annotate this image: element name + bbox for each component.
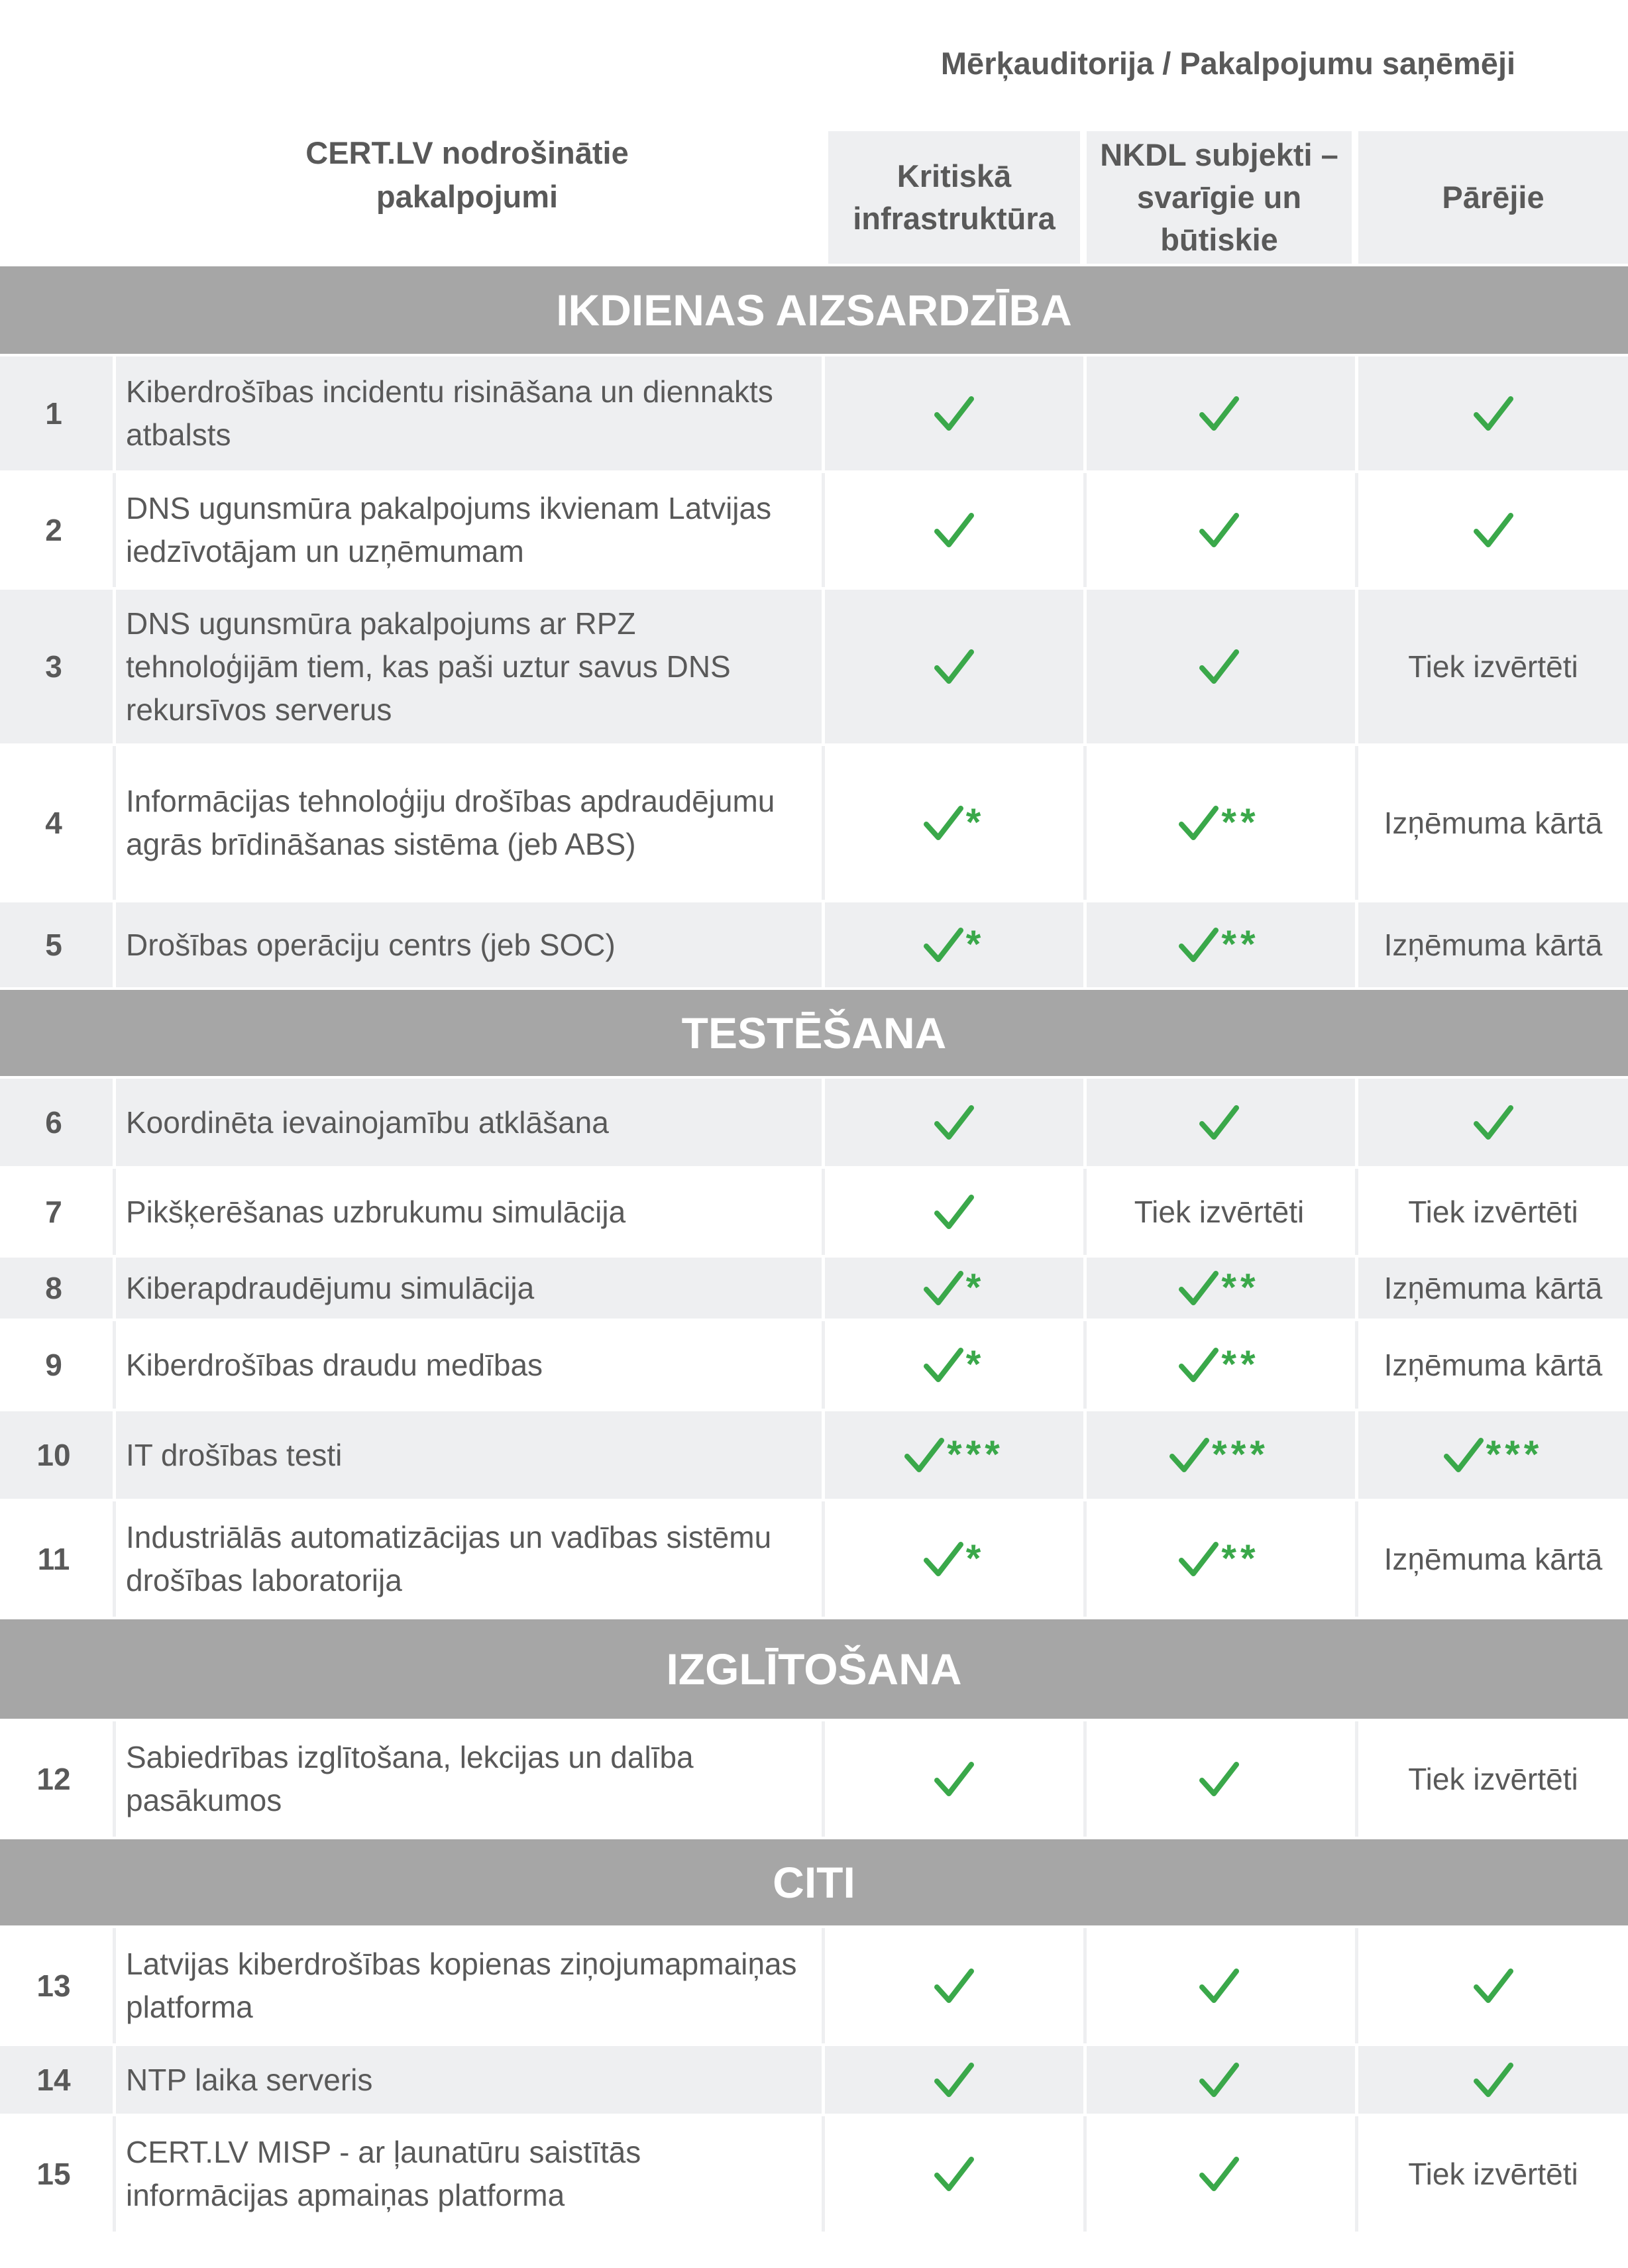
availability-cell <box>1358 1411 1628 1499</box>
availability-text: Tiek izvērtēti <box>1134 1195 1305 1229</box>
check-icon <box>924 1346 963 1383</box>
table-row <box>0 1258 1628 1319</box>
check-icon <box>1199 1967 1239 2004</box>
availability-cell <box>1087 590 1352 743</box>
availability-cell <box>1358 1721 1628 1837</box>
check-icon <box>924 804 963 841</box>
column-divider <box>822 1321 825 1409</box>
availability-cell <box>1087 1928 1352 2043</box>
footnote-marker: * <box>965 1266 985 1309</box>
table-row <box>0 902 1628 987</box>
availability-cell <box>1358 1321 1628 1409</box>
availability-cell <box>828 1501 1080 1617</box>
column-divider <box>822 1258 825 1319</box>
check-icon <box>1199 1104 1239 1141</box>
service-name: Latvijas kiberdrošības kopienas ziņojumapmaiņas platforma <box>126 1947 797 2024</box>
table-row <box>0 2116 1628 2232</box>
column-header-others <box>1358 131 1628 264</box>
availability-cell <box>1087 902 1352 987</box>
service-name: DNS ugunsmūra pakalpojums ar RPZ tehnoloģijām tiem, kas paši uztur savus DNS rekursīvos serverus <box>126 606 731 727</box>
availability-cell <box>1087 1079 1352 1166</box>
footnote-marker: ** <box>1221 923 1260 966</box>
check-icon <box>924 1540 963 1578</box>
service-name: IT drošības testi <box>126 1437 343 1472</box>
footnote-marker: *** <box>1212 1433 1269 1476</box>
row-number: 4 <box>45 806 62 840</box>
availability-cell <box>828 902 1080 987</box>
availability-cell <box>1358 473 1628 587</box>
check-icon <box>1199 395 1239 432</box>
availability-cell <box>1087 1321 1352 1409</box>
row-number: 6 <box>45 1105 62 1140</box>
availability-cell <box>1358 1501 1628 1617</box>
services-title-line2: pakalpojumi <box>376 179 559 214</box>
check-icon <box>1199 512 1239 549</box>
availability-cell <box>1358 1079 1628 1166</box>
check-icon <box>934 395 974 432</box>
check-icon <box>1199 648 1239 685</box>
column-divider <box>822 1928 825 2043</box>
availability-cell <box>1358 356 1628 470</box>
table-row <box>0 1721 1628 1837</box>
col2-line3: būtiskie <box>1160 222 1278 257</box>
check-icon <box>1199 2155 1239 2192</box>
check-icon <box>904 1436 944 1474</box>
availability-cell <box>1358 1258 1628 1319</box>
check-icon <box>1474 2061 1513 2098</box>
row-number: 11 <box>37 1542 70 1576</box>
row-number: 8 <box>45 1271 62 1305</box>
availability-cell <box>828 2116 1080 2232</box>
check-icon <box>1444 1436 1484 1474</box>
check-icon <box>934 512 974 549</box>
row-number: 10 <box>36 1438 71 1472</box>
check-icon <box>1179 804 1219 841</box>
availability-cell <box>1087 1411 1352 1499</box>
section-header-testing: TESTĒŠANA <box>0 990 1628 1076</box>
row-number: 7 <box>45 1195 62 1229</box>
column-divider <box>822 1169 825 1255</box>
column-divider <box>113 2116 116 2232</box>
availability-cell <box>1358 2116 1628 2232</box>
availability-cell <box>1087 2046 1352 2114</box>
availability-cell <box>1087 1501 1352 1617</box>
footnote-marker: ** <box>1221 1537 1260 1580</box>
column-divider <box>113 1258 116 1319</box>
table-row <box>0 1169 1628 1255</box>
availability-cell <box>1358 902 1628 987</box>
footnote-marker: ** <box>1221 1343 1260 1386</box>
column-divider <box>822 1411 825 1499</box>
check-icon <box>934 2061 974 2098</box>
service-name: Koordinēta ievainojamību atklāšana <box>126 1105 609 1140</box>
column-header-critical-infrastructure <box>828 131 1080 264</box>
check-icon <box>1199 1760 1239 1798</box>
check-icon <box>1179 1540 1219 1578</box>
footnote-marker: ** <box>1221 801 1260 844</box>
check-icon <box>934 2155 974 2192</box>
column-divider <box>822 2046 825 2114</box>
check-icon <box>924 1269 963 1307</box>
services-column-title <box>258 131 676 219</box>
availability-cell <box>1087 1258 1352 1319</box>
column-divider <box>113 473 116 587</box>
service-name: Sabiedrības izglītošana, lekcijas un dalība pasākumos <box>126 1740 694 1817</box>
table-row <box>0 746 1628 900</box>
table-row <box>0 1321 1628 1409</box>
col1-line1: Kritiskā <box>896 158 1012 193</box>
availability-text: Tiek izvērtēti <box>1408 649 1578 684</box>
availability-cell <box>828 1321 1080 1409</box>
service-name: DNS ugunsmūra pakalpojums ikvienam Latvijas iedzīvotājam un uzņēmumam <box>126 491 772 568</box>
row-number: 15 <box>36 2157 71 2191</box>
column-divider <box>113 2046 116 2114</box>
availability-cell <box>1358 590 1628 743</box>
check-icon <box>1474 395 1513 432</box>
service-name: Drošības operāciju centrs (jeb SOC) <box>126 927 616 962</box>
service-name: Kiberdrošības draudu medības <box>126 1347 543 1382</box>
availability-cell <box>828 356 1080 470</box>
availability-cell <box>828 1928 1080 2043</box>
column-divider <box>822 590 825 743</box>
availability-cell <box>1087 473 1352 587</box>
column-divider <box>822 1079 825 1166</box>
availability-text: Tiek izvērtēti <box>1408 1762 1578 1796</box>
column-divider <box>113 1411 116 1499</box>
service-name: Industriālās automatizācijas un vadības sistēmu drošības laboratorija <box>126 1520 772 1597</box>
check-icon <box>934 648 974 685</box>
footnote-marker: * <box>965 1537 985 1580</box>
col2-line2: svarīgie un <box>1136 180 1302 215</box>
column-divider <box>113 746 116 900</box>
footnote-marker: *** <box>1486 1433 1543 1476</box>
check-icon <box>1199 2061 1239 2098</box>
column-divider <box>822 1721 825 1837</box>
footnote-marker: * <box>965 1343 985 1386</box>
availability-cell <box>1087 1721 1352 1837</box>
table-row <box>0 1411 1628 1499</box>
row-number: 2 <box>45 513 62 547</box>
table-row <box>0 473 1628 587</box>
column-divider <box>822 473 825 587</box>
table-row <box>0 2046 1628 2114</box>
service-name: CERT.LV MISP - ar ļaunatūru saistītās informācijas apmaiņas platforma <box>126 2135 641 2212</box>
availability-text: Izņēmuma kārtā <box>1384 928 1603 962</box>
availability-text: Izņēmuma kārtā <box>1384 1542 1603 1576</box>
col1-line2: infrastruktūra <box>853 201 1056 236</box>
availability-cell <box>828 590 1080 743</box>
footnote-marker: *** <box>947 1433 1004 1476</box>
availability-text: Izņēmuma kārtā <box>1384 806 1603 840</box>
availability-cell <box>1358 1169 1628 1255</box>
service-name: Informācijas tehnoloģiju drošības apdraudējumu agrās brīdināšanas sistēma (jeb ABS) <box>126 784 775 861</box>
availability-cell <box>828 1258 1080 1319</box>
availability-cell <box>828 746 1080 900</box>
check-icon <box>1179 1346 1219 1383</box>
availability-cell <box>1087 746 1352 900</box>
check-icon <box>1179 1269 1219 1307</box>
check-icon <box>1474 1967 1513 2004</box>
availability-cell <box>828 1721 1080 1837</box>
column-divider <box>822 2116 825 2232</box>
availability-cell <box>1358 746 1628 900</box>
availability-cell <box>828 1079 1080 1166</box>
availability-text: Izņēmuma kārtā <box>1384 1271 1603 1305</box>
footnote-marker: * <box>965 923 985 966</box>
column-divider <box>113 1169 116 1255</box>
availability-cell <box>828 1169 1080 1255</box>
column-divider <box>113 1928 116 2043</box>
col2-line1: NKDL subjekti – <box>1100 137 1338 172</box>
service-name: NTP laika serveris <box>126 2062 373 2097</box>
services-title-line1: CERT.LV nodrošinātie <box>305 135 629 170</box>
row-number: 9 <box>45 1348 62 1382</box>
availability-cell <box>828 2046 1080 2114</box>
table-row <box>0 1928 1628 2043</box>
availability-cell <box>1087 356 1352 470</box>
check-icon <box>934 1193 974 1230</box>
service-name: Kiberapdraudējumu simulācija <box>126 1270 535 1305</box>
column-divider <box>113 1721 116 1837</box>
availability-cell <box>1358 1928 1628 2043</box>
row-number: 13 <box>36 1969 71 2003</box>
section-header-other: CITI <box>0 1839 1628 1925</box>
column-divider <box>113 1321 116 1409</box>
audience-title: Mērķauditorija / Pakalpojumu saņēmēji <box>940 46 1516 81</box>
service-name: Pikšķerēšanas uzbrukumu simulācija <box>126 1194 626 1229</box>
availability-text: Tiek izvērtēti <box>1408 2157 1578 2191</box>
availability-cell <box>828 1411 1080 1499</box>
row-number: 1 <box>45 396 62 431</box>
column-divider <box>113 902 116 987</box>
section-header-education: IZGLĪTOŠANA <box>0 1619 1628 1719</box>
check-icon <box>1169 1436 1209 1474</box>
section-header-daily-protection: IKDIENAS AIZSARDZĪBA <box>0 266 1628 354</box>
table-row <box>0 356 1628 470</box>
availability-cell <box>828 473 1080 587</box>
column-divider <box>113 1079 116 1166</box>
footnote-marker: * <box>965 801 985 844</box>
check-icon <box>1179 926 1219 963</box>
column-divider <box>113 590 116 743</box>
check-icon <box>924 926 963 963</box>
row-number: 3 <box>45 649 62 684</box>
check-icon <box>1474 512 1513 549</box>
table-row <box>0 1501 1628 1617</box>
availability-cell <box>1358 2046 1628 2114</box>
check-icon <box>934 1760 974 1798</box>
column-divider <box>113 1501 116 1617</box>
check-icon <box>934 1104 974 1141</box>
footnote-marker: ** <box>1221 1266 1260 1309</box>
row-number: 12 <box>36 1762 71 1796</box>
row-number: 14 <box>36 2063 71 2097</box>
column-divider <box>822 902 825 987</box>
column-divider <box>822 1501 825 1617</box>
availability-cell <box>1087 1169 1352 1255</box>
table-row <box>0 1079 1628 1166</box>
row-number: 5 <box>45 928 62 962</box>
column-divider <box>822 356 825 470</box>
column-divider <box>113 356 116 470</box>
col3-label: Pārējie <box>1442 180 1545 215</box>
service-name: Kiberdrošības incidentu risināšana un diennakts atbalsts <box>126 374 773 452</box>
availability-text: Izņēmuma kārtā <box>1384 1348 1603 1382</box>
check-icon <box>934 1967 974 2004</box>
table-row <box>0 590 1628 743</box>
check-icon <box>1474 1104 1513 1141</box>
availability-cell <box>1087 2116 1352 2232</box>
availability-text: Tiek izvērtēti <box>1408 1195 1578 1229</box>
column-divider <box>822 746 825 900</box>
column-header-nkdl-subjects <box>1087 131 1352 264</box>
